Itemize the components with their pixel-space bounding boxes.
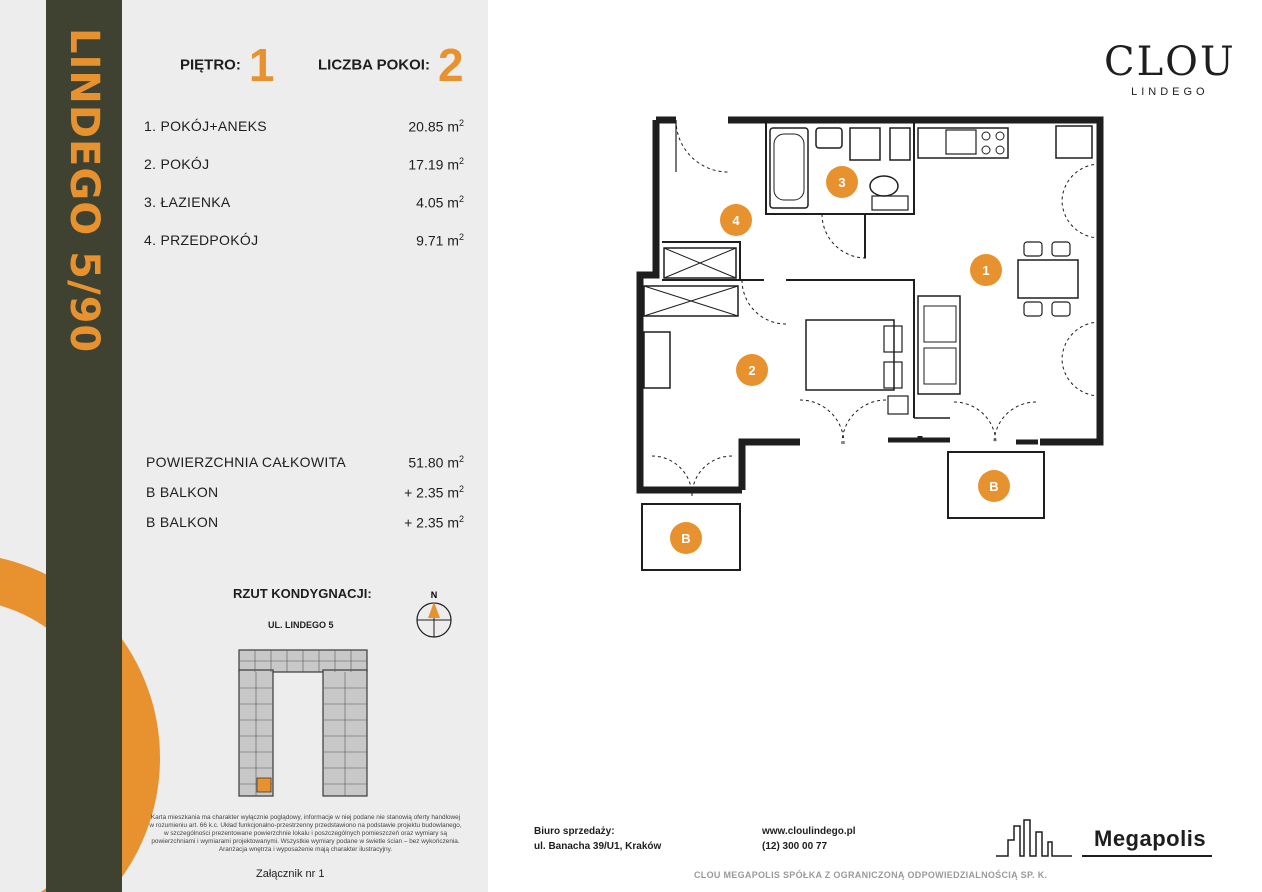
floor-info	[180, 38, 274, 92]
rooms-count-value: 2	[437, 39, 464, 91]
room-area-2: 17.19 $m^2$	[408, 156, 464, 173]
balcony-area-1: + 2.35 $m^2$	[404, 484, 464, 501]
rooms-count-info	[318, 38, 464, 92]
floor-label: PIĘTRO:	[180, 56, 241, 74]
room-marker-4: 4	[732, 213, 740, 228]
total-area-label: POWIERZCHNIA CAŁKOWITA	[146, 454, 347, 470]
balcony-marker-left: B	[681, 531, 691, 546]
room-marker-1: 1	[982, 263, 990, 278]
floor-value: 1	[248, 39, 275, 91]
phone-number: (12) 300 00 77	[762, 841, 828, 852]
room-name-3: 3. ŁAZIENKA	[144, 194, 231, 210]
megapolis-brand: Megapolis	[1094, 826, 1207, 851]
room-area-3: 4.05 $m^2$	[416, 194, 464, 211]
room-name-2: 2. POKÓJ	[144, 156, 210, 172]
room-area-4: 9.71 $m^2$	[416, 232, 464, 249]
room-name-1: 1. POKÓJ+ANEKS	[144, 118, 267, 134]
balcony-area-2: + 2.35 $m^2$	[404, 514, 464, 531]
sales-office-address: ul. Banacha 39/U1, Kraków	[534, 841, 662, 852]
annex-label: Załącznik nr 1	[256, 868, 325, 880]
sales-office-label: Biuro sprzedaży:	[534, 826, 615, 837]
apartment-floor-plan	[620, 100, 1120, 580]
site-plan-map	[233, 648, 373, 800]
balcony-label-2: B BALKON	[146, 514, 219, 530]
room-area-1: 20.85 $m^2$	[408, 118, 464, 135]
room-marker-3: 3	[838, 175, 846, 190]
room-name-4: 4. PRZEDPOKÓJ	[144, 232, 259, 248]
logo-sub-text: LINDEGO	[1131, 86, 1209, 98]
clou-logo	[1104, 40, 1236, 98]
balcony-marker-right: B	[989, 479, 999, 494]
company-name: CLOU MEGAPOLIS SPÓŁKA Z OGRANICZONĄ ODPOWIEDZIALNOŚCIĄ SP. K.	[694, 870, 1048, 880]
info-panel	[0, 0, 488, 892]
floor-plan-title: RZUT KONDYGNACJI:	[233, 586, 372, 601]
street-label: UL. LINDEGO 5	[268, 620, 334, 630]
sales-office	[534, 824, 661, 854]
contact-info	[762, 824, 856, 854]
logo-main-text: CLOU	[1104, 39, 1236, 85]
website-link[interactable]: www.cloulindego.pl	[762, 826, 856, 837]
rooms-count-label: LICZBA POKOI:	[318, 56, 430, 74]
megapolis-skyline-icon	[994, 818, 1074, 860]
compass-icon	[414, 590, 454, 640]
total-area-value: 51.80 $m^2$	[408, 454, 464, 471]
room-marker-2: 2	[748, 363, 756, 378]
brand-underline	[1082, 855, 1212, 857]
disclaimer-text: Karta mieszkania ma charakter wyłącznie poglądowy, informacje w niej podane nie stanowią oferty handlowej w rozumieniu art. 66 k.c. Układ funkcjonalno-przestrzenny przedstawiono na podstawie projektu budowlanego, w szczególności prezentowane powierzchnie lokalu i poszczególnych pomieszczeń oraz wymiary są powierzchniami i wymiarami projektowanymi. Wszystkie wymiary podane w świetle ścian – bez wykończenia. Aranżacja wnętrza i wyposażenie mają charakter ilustracyjny.	[149, 814, 462, 853]
compass-north-label: N	[430, 590, 438, 600]
balcony-label-1: B BALKON	[146, 484, 219, 500]
building-code: LINDEGO 5/90	[61, 28, 107, 354]
